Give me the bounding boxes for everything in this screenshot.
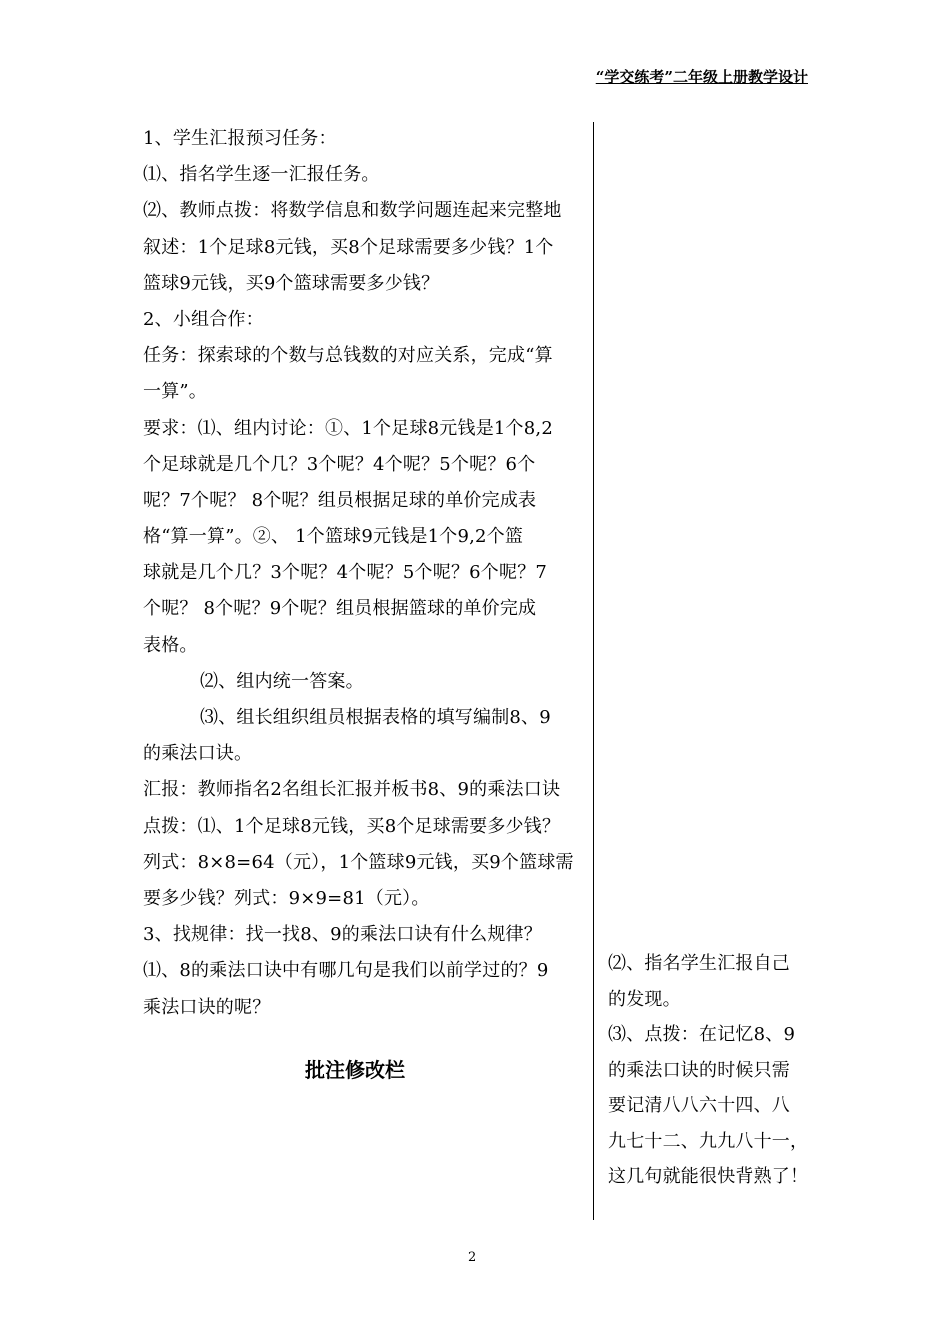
text-line: 要求：⑴、组内讨论：①、1个足球8元钱是1个8,2: [143, 417, 553, 439]
column-divider: [593, 122, 594, 1220]
side-text-line: 的乘法口诀的时候只需: [608, 1059, 790, 1081]
text-line: 2、小组合作：: [143, 308, 264, 330]
text-line: 乘法口诀的呢？: [143, 996, 271, 1018]
text-line: 1、学生汇报预习任务：: [143, 128, 337, 149]
text-line: 要多少钱？列式：9×9=81（元）。: [143, 887, 430, 909]
main-column: [143, 121, 583, 1026]
text-line: 3、找规律：找一找8、9的乘法口诀有什么规律？: [143, 924, 542, 946]
text-line: ⑴、指名学生逐一汇报任务。: [143, 164, 380, 186]
text-line: ⑵、教师点拨：将数学信息和数学问题连起来完整地: [143, 200, 562, 222]
text-line: 球就是几个几？3个呢？4个呢？5个呢？6个呢？7: [143, 562, 548, 584]
page-number: 2: [468, 1250, 477, 1265]
text-line: 个足球就是几个几？3个呢？4个呢？5个呢？6个: [143, 453, 536, 475]
text-line: ⑶、组长组织组员根据表格的填写编制8、9: [200, 707, 551, 728]
side-text-line: 的发现。: [608, 988, 681, 1010]
side-text-line: 九七十二、九九八十一，: [608, 1130, 809, 1152]
text-line: 点拨：⑴、1个足球8元钱，买8个足球需要多少钱？: [143, 815, 561, 837]
text-line: 篮球9元钱，买9个篮球需要多少钱？: [143, 272, 440, 294]
side-text-line: 这几句就能很快背熟了！: [608, 1166, 809, 1187]
side-text-line: ⑶、点拨：在记忆8、9: [608, 1024, 796, 1045]
text-line: 汇报：教师指名2名组长汇报并板书8、9的乘法口诀: [143, 779, 561, 801]
annotation-column-title: 批注修改栏: [305, 1058, 405, 1082]
text-line: 一算”。: [143, 381, 208, 403]
side-column: [608, 946, 818, 1195]
text-line: 个呢？ 8个呢？9个呢？组员根据篮球的单价完成: [143, 598, 537, 620]
text-line: 表格。: [143, 634, 198, 656]
side-text-line: 要记清八八六十四、八: [608, 1095, 790, 1116]
text-line: ⑴、8的乘法口诀中有哪几句是我们以前学过的？9: [143, 960, 549, 982]
text-line: 格“算一算”。②、 1个篮球9元钱是1个9,2个篮: [143, 526, 524, 548]
text-line: 呢？7个呢？ 8个呢？组员根据足球的单价完成表: [143, 489, 537, 511]
text-line: ⑵、组内统一答案。: [200, 670, 364, 692]
document-header: “学交练考”二年级上册教学设计: [595, 68, 808, 86]
text-line: 任务：探索球的个数与总钱数的对应关系，完成“算: [143, 345, 553, 367]
text-line: 列式：8×8=64（元），1个篮球9元钱，买9个篮球需: [143, 851, 574, 873]
side-text-line: ⑵、指名学生汇报自己: [608, 953, 790, 974]
text-line: 的乘法口诀。: [143, 743, 253, 765]
text-line: 叙述：1个足球8元钱，买8个足球需要多少钱？1个: [143, 236, 554, 258]
